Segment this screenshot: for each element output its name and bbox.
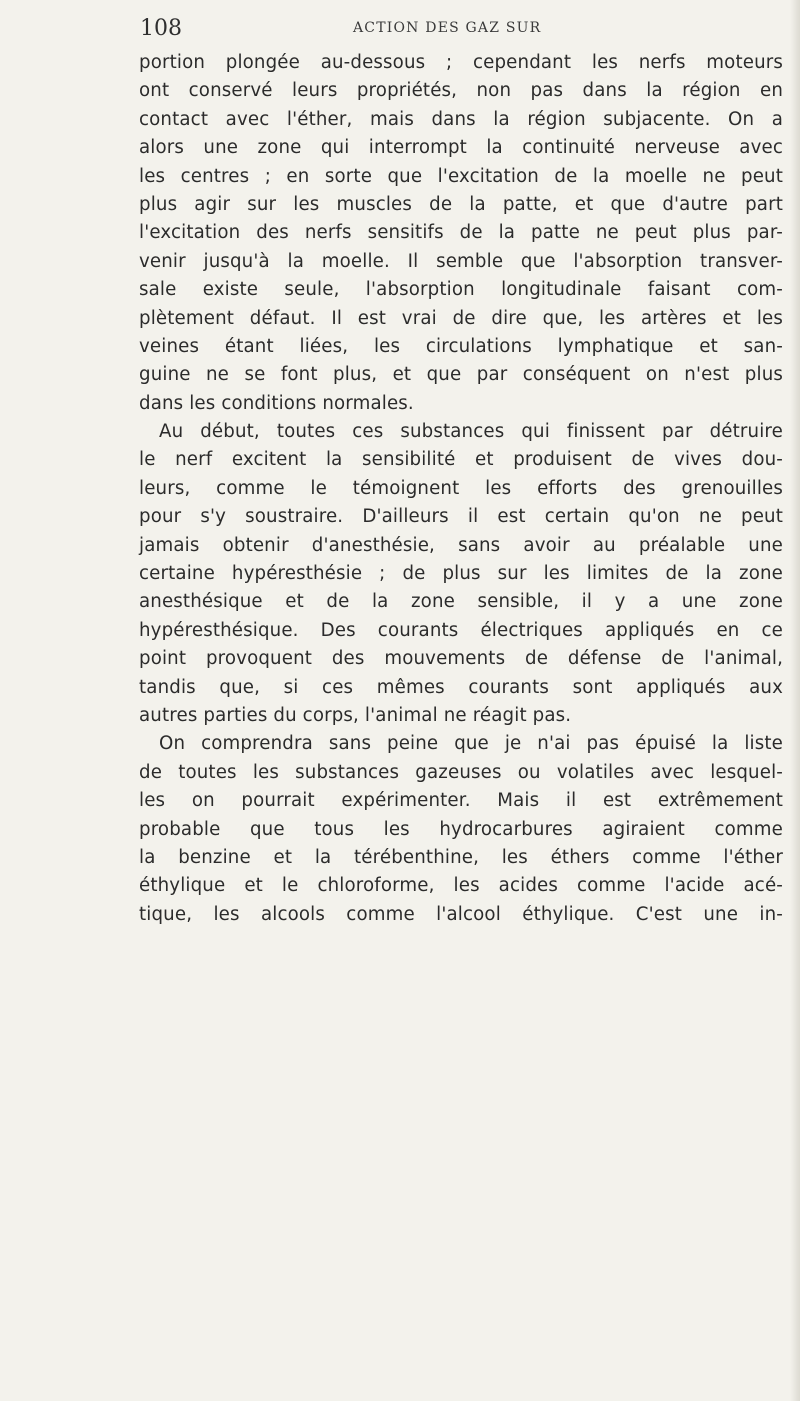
page-edge-shadow <box>790 0 800 1401</box>
text-line: leurs, comme le témoignent les efforts des grenouilles <box>139 477 783 499</box>
text-line: le nerf excitent la sensibilité et produisent de vives dou- <box>139 449 783 471</box>
text-line: alors une zone qui interrompt la continuité nerveuse avec <box>139 137 783 159</box>
paragraph-end-line: autres parties du corps, l'animal ne réagit pas. <box>139 704 572 726</box>
paragraph-start-line: On comprendra sans peine que je n'ai pas épuisé la liste <box>159 733 783 755</box>
text-line: certaine hypéresthésie ; de plus sur les limites de la zone <box>139 563 783 585</box>
text-line: veines étant liées, les circulations lymphatique et san- <box>139 335 783 357</box>
running-head <box>0 8 800 48</box>
text-line: jamais obtenir d'anesthésie, sans avoir au préalable une <box>139 534 783 556</box>
text-line: éthylique et le chloroforme, les acides comme l'acide acé- <box>139 875 783 897</box>
text-line: l'excitation des nerfs sensitifs de la patte ne peut plus par- <box>139 222 783 244</box>
text-line: sale existe seule, l'absorption longitudinale faisant com- <box>139 279 783 301</box>
paragraph-end-line: dans les conditions normales. <box>139 392 414 414</box>
text-line: pour s'y soustraire. D'ailleurs il est certain qu'on ne peut <box>139 506 783 528</box>
body-text <box>139 49 783 929</box>
text-line: point provoquent des mouvements de défense de l'animal, <box>139 648 783 670</box>
text-line: venir jusqu'à la moelle. Il semble que l'absorption transver- <box>139 250 783 272</box>
text-line: hypéresthésique. Des courants électriques appliqués en ce <box>139 619 783 641</box>
text-line: tandis que, si ces mêmes courants sont appliqués aux <box>139 676 783 698</box>
text-line: plètement défaut. Il est vrai de dire que, les artères et les <box>139 307 783 329</box>
text-line: portion plongée au-dessous ; cependant les nerfs moteurs <box>139 52 783 73</box>
page-number: 108 <box>140 16 182 41</box>
text-line: la benzine et la térébenthine, les éthers comme l'éther <box>139 846 783 868</box>
text-line: anesthésique et de la zone sensible, il y a une zone <box>139 591 783 613</box>
text-line: guine ne se font plus, et que par conséquent on n'est plus <box>139 364 783 386</box>
text-line: contact avec l'éther, mais dans la région subjacente. On a <box>139 108 783 130</box>
text-line: de toutes les substances gazeuses ou volatiles avec lesquel- <box>139 761 783 783</box>
text-line: plus agir sur les muscles de la patte, et que d'autre part <box>139 193 783 215</box>
text-line: ont conservé leurs propriétés, non pas dans la région en <box>139 80 783 102</box>
text-line: probable que tous les hydrocarbures agiraient comme <box>139 818 783 840</box>
paragraph-start-line: Au début, toutes ces substances qui finissent par détruire <box>159 421 783 443</box>
running-title: ACTION DES GAZ SUR <box>353 20 542 36</box>
text-line: tique, les alcools comme l'alcool éthylique. C'est une in- <box>139 903 783 925</box>
text-line: les on pourrait expérimenter. Mais il est extrêmement <box>139 790 783 812</box>
text-line: les centres ; en sorte que l'excitation de la moelle ne peut <box>139 165 783 187</box>
